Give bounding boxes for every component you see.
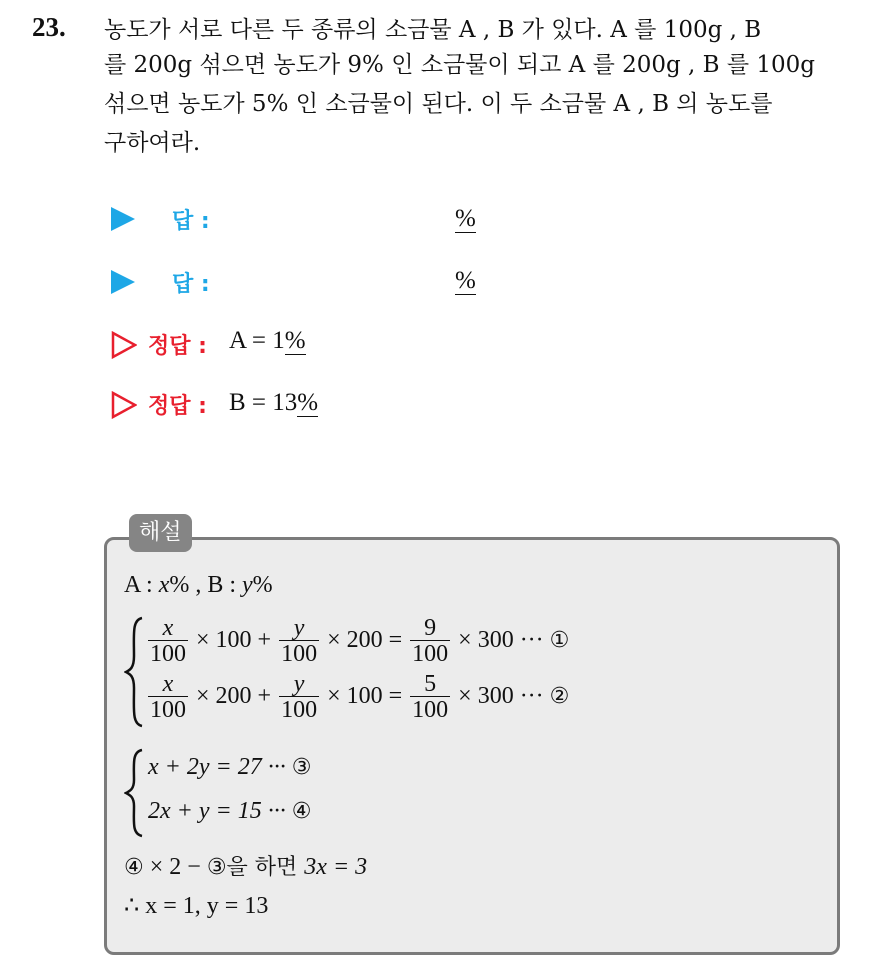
left-brace [124, 748, 146, 838]
label-a: A : [124, 572, 159, 598]
term: × 200 + [196, 683, 272, 710]
question-line-1: 농도가 서로 다른 두 종류의 소금물 A , B 가 있다. A 를 100g , B [104, 17, 762, 43]
var-x: x [158, 572, 170, 598]
correct-label: 정답 : [148, 334, 207, 359]
elimination-step [124, 850, 367, 881]
question-number: 23. [32, 12, 66, 42]
circled-number: ③ [206, 855, 227, 880]
circled-number: ④ [291, 799, 312, 824]
label-b: % , B : [169, 572, 243, 598]
equation-1 [146, 616, 569, 667]
fraction: $\frac{9}{100}$ [412, 615, 449, 667]
outline-triangle-icon [111, 331, 137, 359]
equation-2 [146, 672, 569, 723]
question-line-3: 섞으면 농도가 5% 인 소금물이 된다. 이 두 소금물 A , B 의 농도를 [104, 91, 773, 117]
term: × 100 + [196, 627, 272, 654]
fraction: $\frac{5}{100}$ [412, 671, 449, 723]
answer-input-1[interactable]: % [455, 205, 476, 232]
equation-text: 2x + y = 15 ··· [148, 798, 292, 824]
final-result: ∴ x = 1, y = 13 [124, 893, 269, 919]
play-triangle-icon [111, 270, 135, 294]
outline-triangle-icon [111, 391, 137, 419]
equation-4 [148, 798, 311, 825]
equation-3 [148, 754, 311, 781]
solution-badge: 해설 [129, 514, 192, 552]
step-result: 3x = 3 [304, 854, 368, 880]
term: × 300 ··· [458, 627, 550, 654]
correct-label: 정답 : [148, 394, 207, 419]
solution-variables [124, 572, 273, 599]
term: × 300 ··· [458, 683, 550, 710]
play-triangle-icon [111, 207, 135, 231]
var-y: y [242, 572, 253, 598]
answer-label: 답 : [172, 272, 210, 297]
correct-answer-value: B = 13 [229, 389, 298, 416]
circled-number: ③ [291, 755, 312, 780]
fraction: $\frac{x}{100}$ [150, 615, 186, 667]
question-line-4: 구하여라. [104, 130, 201, 156]
step-text: 을 하면 [226, 855, 305, 880]
correct-answer-unit: % [297, 389, 319, 416]
answer-label: 답 : [172, 209, 210, 234]
correct-answer-unit: % [284, 327, 306, 354]
question-line-2: 를 200g 섞으면 농도가 9% 인 소금물이 되고 A 를 200g , B 를 100g [104, 52, 816, 78]
left-brace [124, 616, 146, 728]
correct-answer-1 [229, 327, 306, 355]
operation: × 2 − [143, 854, 207, 880]
term: × 100 = [327, 683, 403, 710]
equation-text: x + 2y = 27 ··· [148, 754, 292, 780]
correct-answer-2 [229, 389, 318, 417]
circled-number: ② [549, 684, 570, 710]
fraction: $\frac{y}{100}$ [281, 671, 318, 723]
answer-input-2[interactable]: % [455, 267, 476, 294]
circled-number: ① [549, 628, 570, 654]
fraction: $\frac{y}{100}$ [281, 615, 318, 667]
percent-sign: % [252, 572, 273, 598]
circled-number: ④ [124, 855, 144, 880]
fraction: $\frac{x}{100}$ [150, 671, 186, 723]
correct-answer-value: A = 1 [229, 327, 285, 354]
term: × 200 = [327, 627, 403, 654]
